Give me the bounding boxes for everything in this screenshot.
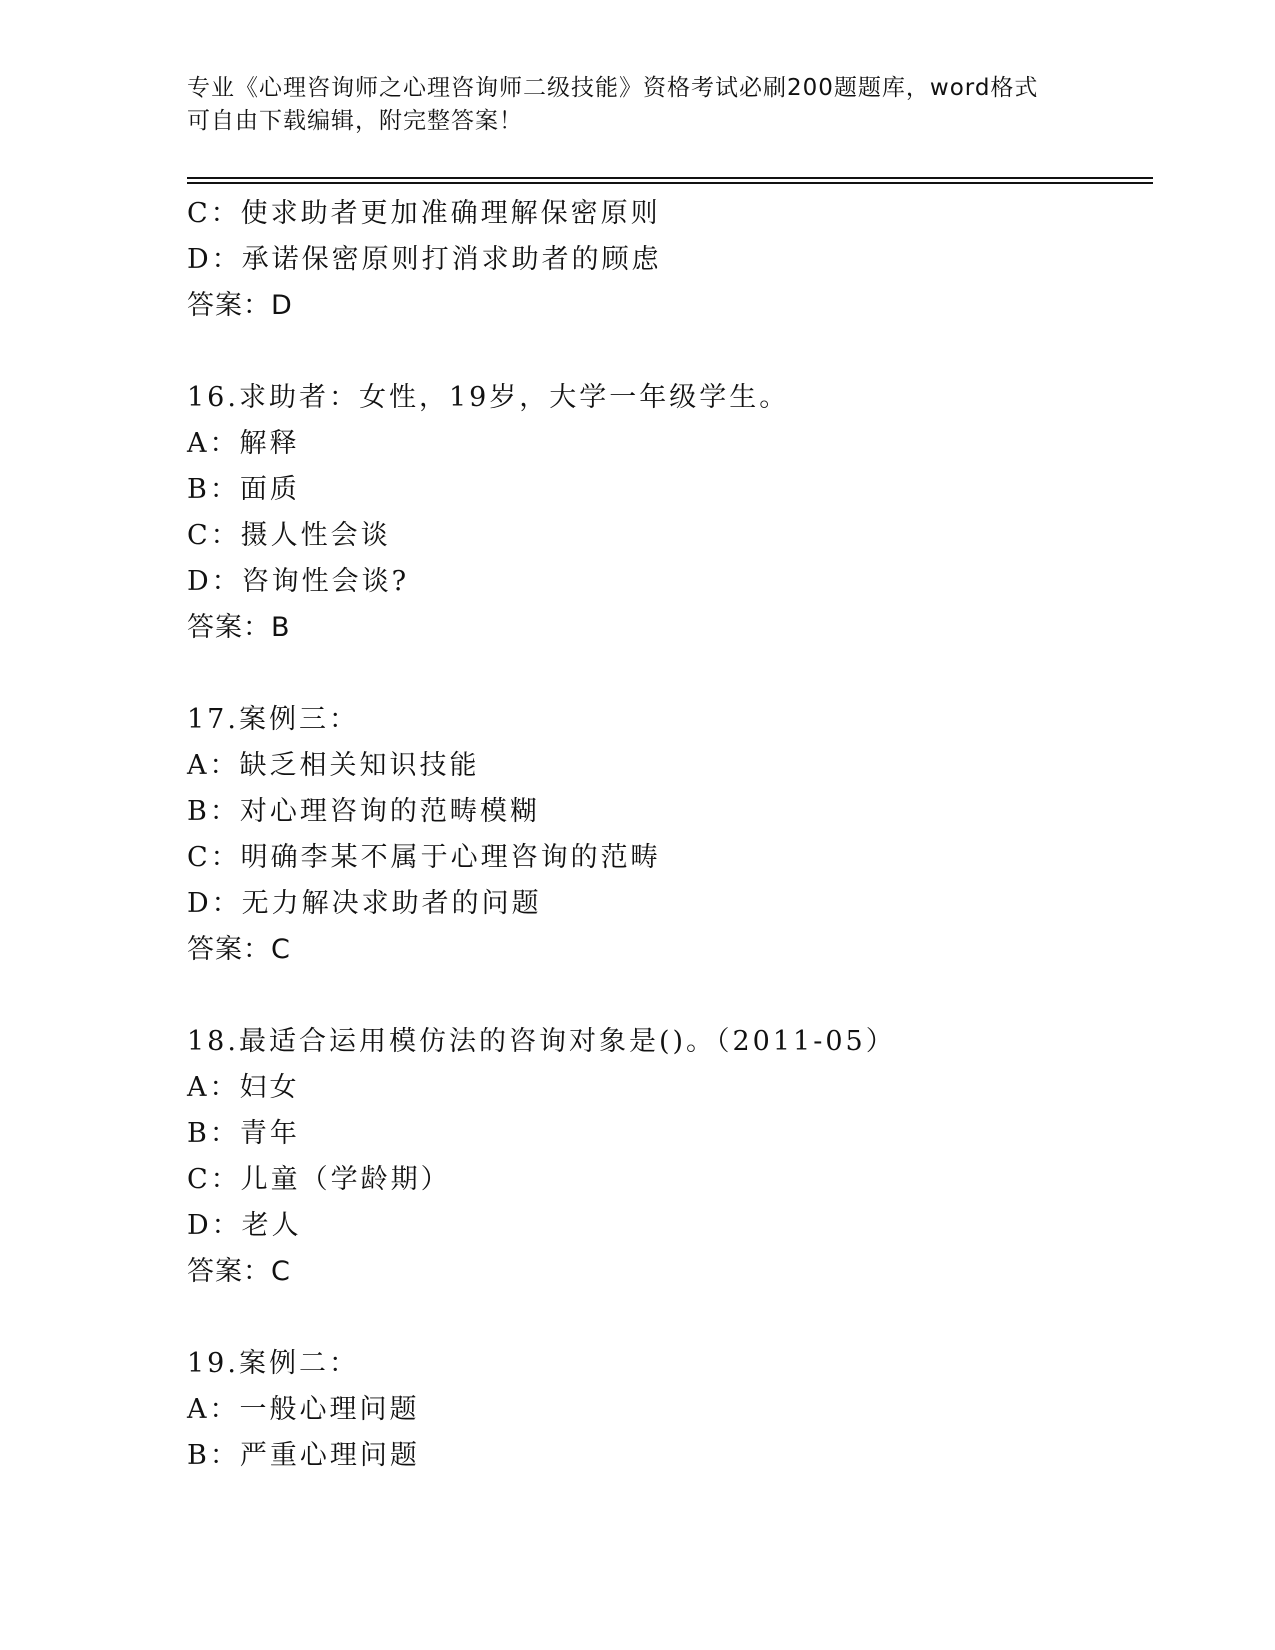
option-a: A：一般心理问题 [187,1394,420,1425]
question-block-19 [187,1341,1153,1479]
header-divider-bottom [187,182,1153,184]
option-b: B：对心理咨询的范畴模糊 [187,796,540,827]
option-a: A：缺乏相关知识技能 [187,750,480,781]
question-block-prev [187,191,1153,329]
header-line-2: 可自由下载编辑，附完整答案！ [187,108,523,134]
question-block-16 [187,375,1153,651]
option-d: D：咨询性会谈? [187,566,410,597]
option-b: B：青年 [187,1118,300,1149]
header-divider-top [187,177,1153,179]
question-stem: 16.求助者：女性，19岁，大学一年级学生。 [187,382,790,413]
question-stem: 18.最适合运用模仿法的咨询对象是()。（2011-05） [187,1026,896,1057]
question-stem: 17.案例三： [187,704,359,735]
question-block-17 [187,697,1153,973]
question-list [187,191,1153,1479]
question-stem: 19.案例二： [187,1348,359,1379]
option-a: A：解释 [187,428,300,459]
question-block-18 [187,1019,1153,1295]
option-d: D：老人 [187,1210,302,1241]
option-c: C：摄人性会谈 [187,520,391,551]
header-line-1: 专业《心理咨询师之心理咨询师二级技能》资格考试必刷200题题库，word格式 [187,75,1039,101]
option-d: D：承诺保密原则打消求助者的顾虑 [187,244,662,275]
answer-line: 答案：D [187,290,293,321]
option-a: A：妇女 [187,1072,300,1103]
document-header [187,72,1087,138]
option-b: B：严重心理问题 [187,1440,420,1471]
option-d: D：无力解决求助者的问题 [187,888,542,919]
option-c: C：明确李某不属于心理咨询的范畴 [187,842,661,873]
answer-line: 答案：C [187,934,291,965]
answer-line: 答案：C [187,1256,291,1287]
option-c: C：儿童（学龄期） [187,1164,451,1195]
answer-line: 答案：B [187,612,291,643]
option-b: B：面质 [187,474,300,505]
option-c: C：使求助者更加准确理解保密原则 [187,198,661,229]
